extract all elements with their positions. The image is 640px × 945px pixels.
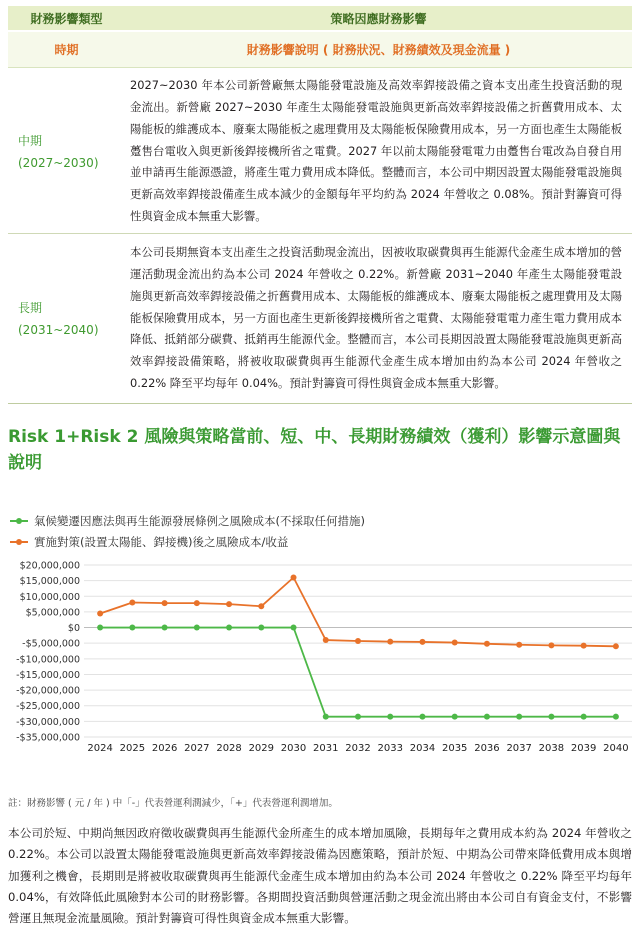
x-tick-label: 2026 xyxy=(151,743,178,754)
legend-swatch xyxy=(10,537,28,547)
phase-short: 短期 xyxy=(137,765,159,778)
x-tick-label: 2025 xyxy=(119,743,146,754)
row-label xyxy=(8,70,125,233)
y-tick-label: -$10,000,000 xyxy=(16,654,80,666)
series-point-0 xyxy=(387,714,393,720)
phase-current: 當前 xyxy=(89,765,111,778)
legend-label: 實施對策(設置太陽能、銲接機)後之風險成本/收益 xyxy=(34,535,289,549)
y-tick-label: -$25,000,000 xyxy=(16,701,80,713)
x-tick-label: 2039 xyxy=(570,743,597,754)
x-tick-label: 2037 xyxy=(506,743,532,754)
series-point-0 xyxy=(323,714,329,720)
header-financial-impact-type: 財務影響類型 xyxy=(30,11,103,26)
series-point-0 xyxy=(97,625,103,631)
row-period: 中期 xyxy=(18,133,43,148)
header-impact-description: 財務影響說明 ( 財務狀況、財務績效及現金流量 ) xyxy=(246,43,511,57)
series-point-0 xyxy=(613,714,619,720)
y-tick-label: -$35,000,000 xyxy=(16,732,80,744)
x-tick-label: 2029 xyxy=(248,743,275,754)
series-point-1 xyxy=(194,600,200,606)
chart-note: 註：財務影響 ( 元 / 年 ) 中「-」代表營運利潤減少，「+」代表營運利潤增加。 xyxy=(8,798,338,809)
series-point-1 xyxy=(419,639,425,645)
x-tick-label: 2034 xyxy=(409,743,436,754)
series-point-0 xyxy=(291,625,297,631)
row-range: (2027~2030) xyxy=(18,155,99,170)
y-tick-label: $5,000,000 xyxy=(25,607,80,619)
legend-item-no-action xyxy=(10,513,365,529)
series-point-1 xyxy=(129,600,135,606)
series-point-0 xyxy=(484,714,490,720)
row-range: (2031~2040) xyxy=(18,322,99,337)
row-period: 長期 xyxy=(18,300,43,315)
phase-long: 長期 xyxy=(460,765,482,778)
line-chart xyxy=(0,555,640,760)
series-point-1 xyxy=(355,638,361,644)
header-period: 時期 xyxy=(54,43,79,57)
series-point-1 xyxy=(581,643,587,649)
table-header-row-1 xyxy=(8,6,632,30)
series-point-1 xyxy=(97,610,103,616)
series-point-1 xyxy=(484,641,490,647)
x-tick-label: 2038 xyxy=(538,743,565,754)
x-tick-label: 2036 xyxy=(474,743,500,754)
series-point-0 xyxy=(548,714,554,720)
series-point-1 xyxy=(291,575,297,581)
series-point-0 xyxy=(581,714,587,720)
header-strategy-impact: 策略因應財務影響 xyxy=(330,11,427,26)
x-tick-label: 2028 xyxy=(216,743,242,754)
row-text: 2027~2030 年本公司新營廠無太陽能發電設施及高效率銲接設備之資本支出產生投資活動的現金流出。新營廠 2027~2030 年產生太陽能發電設施與更新高效率銲接設備之折舊費用成本、太陽能板的維護成本、廢棄太陽能板之處理費用及太陽能板保險費用成本，另一方面也產生太陽能板躉售台電收入與更新後銲接機所省之電費。2027 年以前太陽能發電電力由躉售台電改為自發自用並申請再生能源憑證，將產生電力費用成本降低。整體而言，本公司中期因設置太陽能發電設施與更新高效率銲接設備產生成本減少的金額每年平均約為 2024 年營收之 0.08%。預計對籌資可得性與資金成本無重大影響。 xyxy=(130,78,622,223)
y-tick-label: -$20,000,000 xyxy=(16,685,80,697)
series-point-1 xyxy=(162,600,168,606)
table-row-mid-term xyxy=(8,70,632,234)
x-tick-label: 2035 xyxy=(441,743,468,754)
section-title: Risk 1+Risk 2 風險與策略當前、短、中、長期財務績效（獲利）影響示意圖與說明 xyxy=(8,427,621,473)
series-point-0 xyxy=(355,714,361,720)
series-point-1 xyxy=(226,601,232,607)
phase-mid: 中期 xyxy=(234,765,256,778)
y-tick-label: -$5,000,000 xyxy=(22,638,80,650)
series-point-0 xyxy=(162,625,168,631)
series-point-1 xyxy=(548,642,554,648)
y-tick-label: $15,000,000 xyxy=(19,576,80,588)
x-tick-label: 2040 xyxy=(603,743,629,754)
legend-swatch xyxy=(10,516,28,526)
series-point-1 xyxy=(387,639,393,645)
series-point-1 xyxy=(258,603,264,609)
x-tick-label: 2024 xyxy=(87,743,113,754)
series-point-1 xyxy=(613,643,619,649)
series-point-1 xyxy=(452,640,458,646)
series-point-0 xyxy=(516,714,522,720)
legend-item-with-strategy xyxy=(10,534,288,550)
table-row-long-term xyxy=(8,234,632,404)
y-tick-label: $10,000,000 xyxy=(19,591,80,603)
series-point-1 xyxy=(323,637,329,643)
table-header-row-2 xyxy=(8,32,632,68)
y-tick-label: -$30,000,000 xyxy=(16,716,80,728)
y-tick-label: $0 xyxy=(67,623,80,635)
series-point-0 xyxy=(258,625,264,631)
x-tick-label: 2027 xyxy=(184,743,210,754)
row-label xyxy=(8,234,125,403)
y-tick-label: $20,000,000 xyxy=(19,560,80,572)
y-tick-label: -$15,000,000 xyxy=(16,669,80,681)
x-tick-label: 2031 xyxy=(313,743,339,754)
legend-label: 氣候變遷因應法與再生能源發展條例之風險成本(不採取任何措施) xyxy=(34,514,365,528)
x-tick-label: 2032 xyxy=(345,743,371,754)
series-point-0 xyxy=(226,625,232,631)
series-point-0 xyxy=(194,625,200,631)
series-point-1 xyxy=(516,642,522,648)
series-point-0 xyxy=(452,714,458,720)
summary-paragraph: 本公司於短、中期尚無因政府徵收碳費與再生能源代金所產生的成本增加風險，長期每年之費用成本約為 2024 年營收之 0.22%。本公司以設置太陽能發電設施與更新高效率銲接設備為因應策略，預計於短、中期為公司帶來降低費用成本與增加獲利之機會，長期則是將被收取碳費與再生能源代金產生成本增加由約為本公司 2024 年營收之 0.22% 降至平均每年 0.04%，有效降低此風險對本公司的財務影響。各期間投資活動與營運活動之現金流出將由本公司自有資金支付，不影響營運且無現金流量風險。預計對籌資可得性與資金成本無重大影響。 xyxy=(8,826,632,926)
series-point-0 xyxy=(129,625,135,631)
series-point-0 xyxy=(419,714,425,720)
row-text: 本公司長期無資本支出產生之投資活動現金流出，因被收取碳費與再生能源代金產生成本增加的營運活動現金流出約為本公司 2024 年營收之 0.22%。新營廠 2031~2040 年產生太陽能發電設施與更新高效率銲接設備之折舊費用成本、太陽能板的維護成本、廢棄太陽能板之處理費用及太陽能板保險費用成本，另一方面也產生更新後銲接機所省之電費、太陽能發電電力產生電力費用成本降低、抵銷部分碳費、抵銷再生能源代金。整體而言，本公司長期因設置太陽能發電設施與更新高效率銲接設備策略，將被收取碳費與再生能源代金產生成本增加由約為本公司 2024 年營收之 0.22% 降至平均每年 0.04%。預計對籌資可得性與資金成本無重大影響。 xyxy=(130,245,622,390)
x-tick-label: 2033 xyxy=(377,743,403,754)
x-tick-label: 2030 xyxy=(280,743,307,754)
